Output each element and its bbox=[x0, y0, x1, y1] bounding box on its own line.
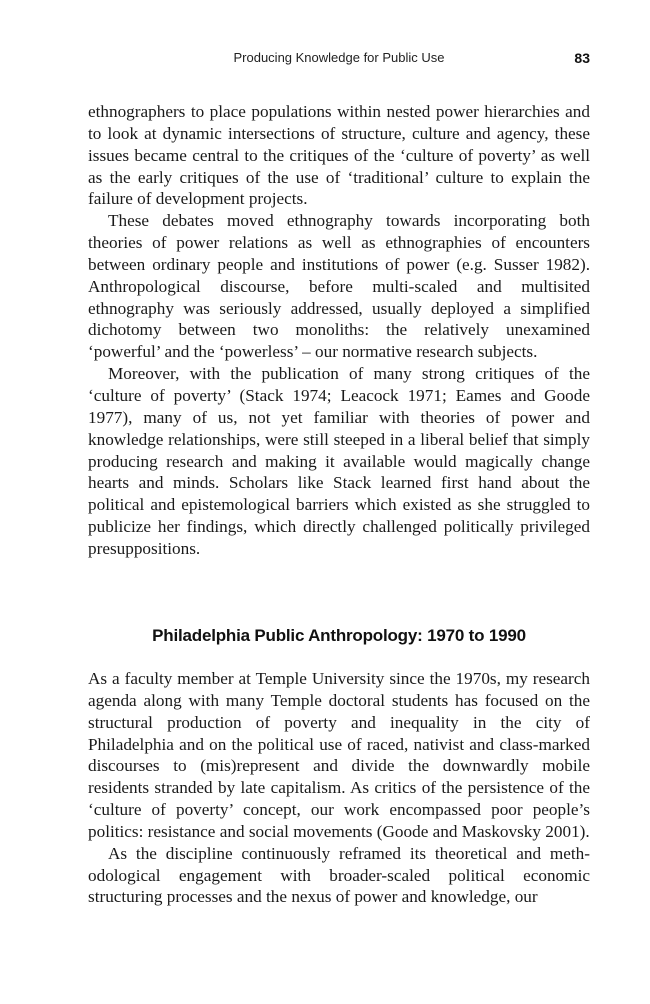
paragraph-discipline: As the discipline continuously reframed its theoretical and methodological engagement with broader-scaled political economic structuring processes and the nexus of power and knowledge, our bbox=[88, 843, 590, 907]
body-text-upper bbox=[88, 101, 590, 560]
paragraph-faculty: As a faculty member at Temple University since the 1970s, my research agenda along with many Temple doctoral students has focused on the structural production of poverty and inequality in the city of Philadelphia and on the political use of raced, nativist and class-marked discourses to (mis)represent and divide the downwardly mobile residents stranded by late capitalism. As critics of the persistence of the ‘culture of poverty’ concept, our work encompassed poor people’s politics: resistance and social movements (Goode and Maskovsky 2001). bbox=[88, 669, 590, 841]
paragraph-continued: ethnographers to place populations within nested power hierarchies and to look at dynamic intersections of structure, culture and agency, these issues became central to the critiques of the ‘culture of poverty’ as well as the early critiques of the use of ‘traditional’ culture to explain the failure of development projects. bbox=[88, 102, 590, 209]
running-title: Producing Knowledge for Public Use bbox=[233, 50, 445, 65]
running-header bbox=[88, 48, 590, 68]
section-heading: Philadelphia Public Anthropology: 1970 to 1990 bbox=[152, 626, 526, 645]
paragraph-debates: These debates moved ethnography towards incorporating both theories of power relations as well as ethnographies of encounters between ordinary people and institutions of power (e.g. Susser 1982). Anthropological discourse, before multi-scaled and multisited ethnography was seriously addressed, usually deployed a simplified dichotomy between two monoliths: the relatively unexamined ‘powerful’ and the ‘powerless’ – our normative research subjects. bbox=[88, 211, 590, 362]
body-text-lower bbox=[88, 668, 590, 908]
paragraph-moreover: Moreover, with the publication of many strong critiques of the ‘culture of poverty’ (Stack 1974; Leacock 1971; Eames and Goode 1977), many of us, not yet familiar with theories of power and knowledge relationships, were still steeped in a liberal belief that simply producing research and making it available would magically change hearts and minds. Scholars like Stack learned first hand about the political and epistemological barriers which existed as she struggled to publicize her findings, which directly challenged politically privileged presuppositions. bbox=[88, 364, 590, 558]
page-number: 83 bbox=[574, 50, 590, 66]
